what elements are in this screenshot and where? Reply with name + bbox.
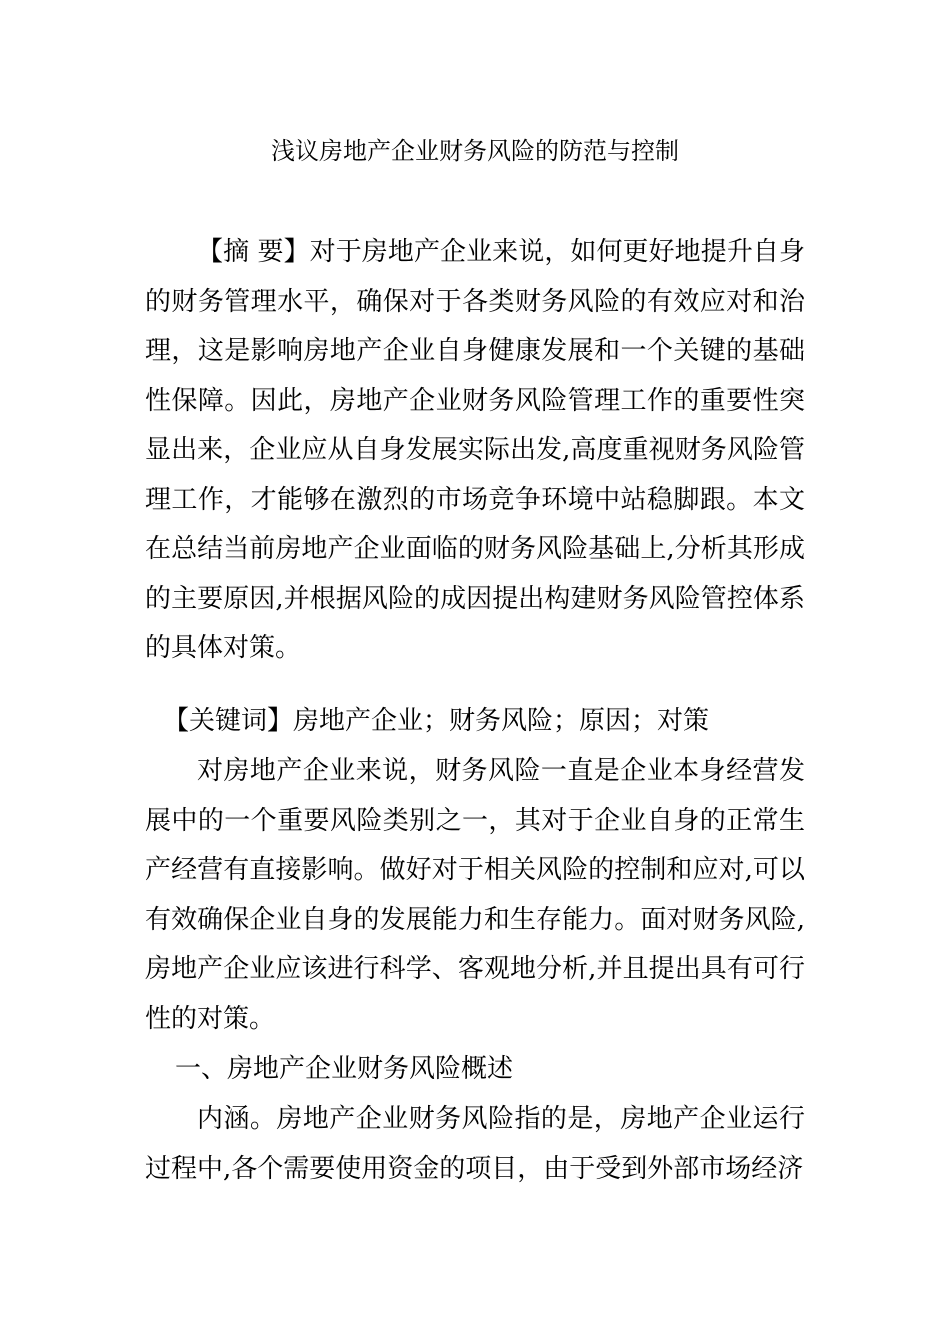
intro-paragraph: 对房地产企业来说，财务风险一直是企业本身经营发展中的一个重要风险类别之一，其对于企业自身的正常生产经营有直接影响。做好对于相关风险的控制和应对,可以有效确保企业自身的发展能力和生存能力。面对财务风险,房地产企业应该进行科学、客观地分析,并且提出具有可行性的对策。 — [145, 756, 805, 1034]
abstract-paragraph — [145, 228, 805, 674]
abstract-label: 【摘 要】 — [197, 237, 310, 267]
keywords-text: 房地产企业；财务风险；原因；对策 — [293, 706, 710, 736]
section-paragraph: 内涵。房地产企业财务风险指的是，房地产企业运行过程中,各个需要使用资金的项目，由于受到外部市场经济 — [145, 1104, 805, 1184]
keywords-label: 【关键词】 — [163, 706, 294, 736]
section-heading: 一、房地产企业财务风险概述 — [175, 1054, 514, 1084]
abstract-text: 对于房地产企业来说，如何更好地提升自身的财务管理水平，确保对于各类财务风险的有效应对和治理，这是影响房地产企业自身健康发展和一个关键的基础性保障。因此，房地产企业财务风险管理工作的重要性突显出来，企业应从自身发展实际出发,高度重视财务风险管理工作，才能够在激烈的市场竞争环境中站稳脚跟。本文在总结当前房地产企业面临的财务风险基础上,分析其形成的主要原因,并根据风险的成因提出构建财务风险管控体系的具体对策。 — [145, 237, 805, 663]
keywords-line — [145, 697, 805, 747]
document-title: 浅议房地产企业财务风险的防范与控制 — [271, 137, 679, 165]
